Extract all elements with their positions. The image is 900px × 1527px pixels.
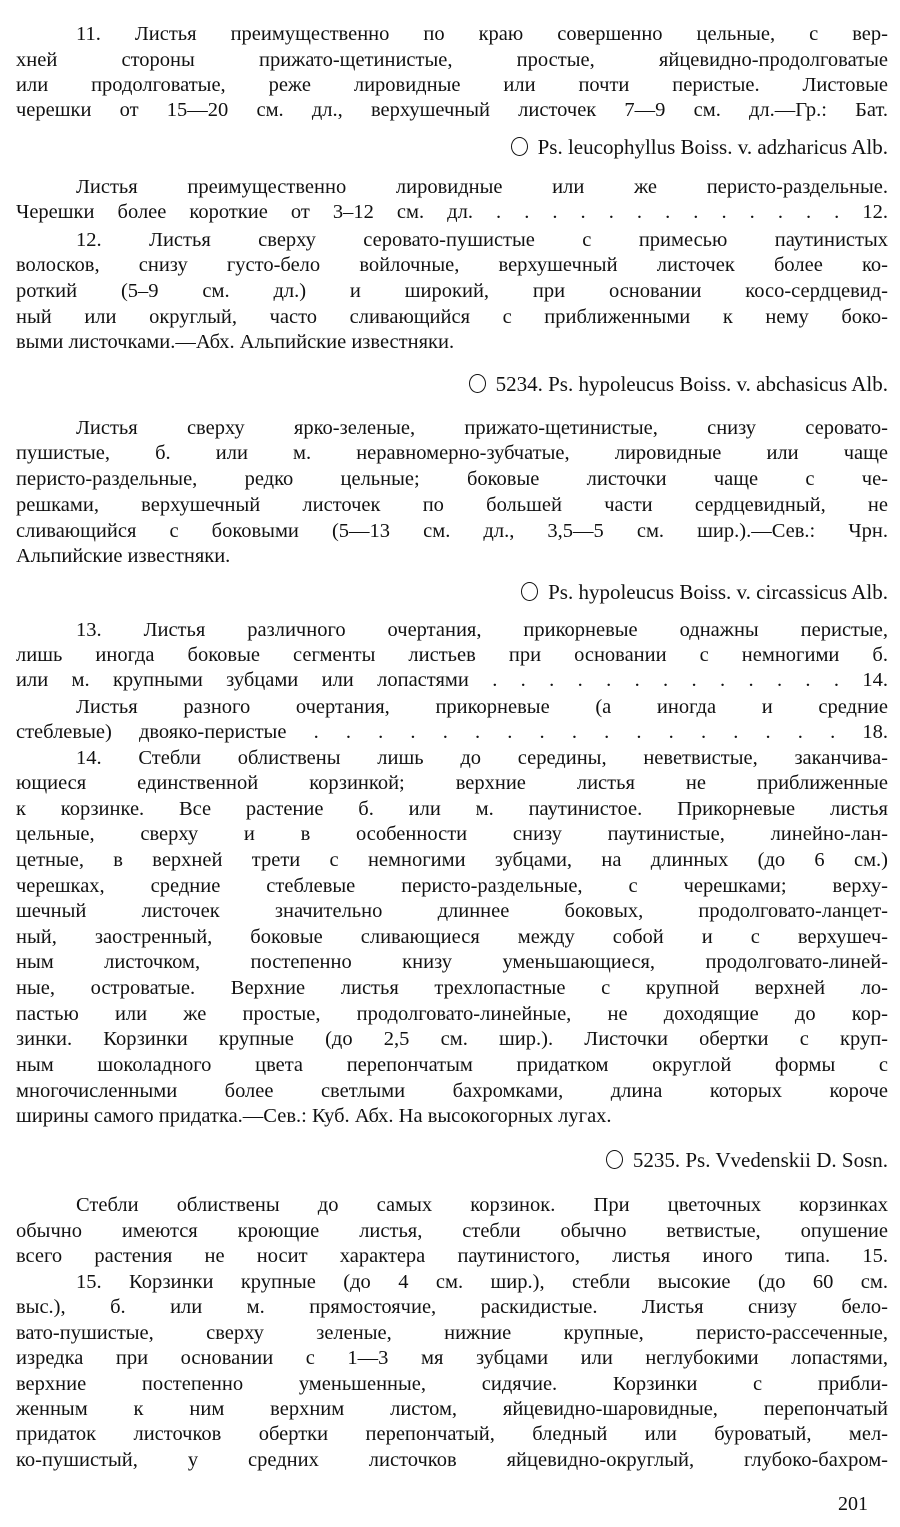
text-line: ный, заостренный, боковые сливающиеся между собой и с верхушеч- (16, 926, 888, 948)
text-line: шечный листочек значительно длиннее боковых, продолговато-ланцет- (16, 900, 888, 922)
text-line: 15. Корзинки крупные (до 4 см. шир.), стебли высокие (до 60 см. (76, 1271, 888, 1293)
text-line: Альпийские известняки. (16, 545, 231, 567)
text-line: сливающийся с боковыми (5—13 см. дл., 3,5—5 см. шир.).—Сев.: Чрн. (16, 520, 888, 542)
text-line: верхние постепенно уменьшенные, сидячие. Корзинки с прибли- (16, 1373, 888, 1395)
circle-mark-icon (511, 137, 528, 156)
species-heading (16, 580, 888, 604)
text-line: Листья сверху ярко-зеленые, прижато-щетинистые, снизу серовато- (76, 417, 888, 439)
text-line: Листья преимущественно лировидные или же перисто-раздельные. (76, 176, 888, 198)
text-line: ный или округлый, часто сливающийся с приближенными к нему боко- (16, 306, 888, 328)
text-line: 14. Стебли облиствены лишь до середины, неветвистые, заканчива- (76, 747, 888, 769)
text-line: ющиеся единственной корзинкой; верхние листья не приближенные (16, 772, 888, 794)
text-line: пушистые, б. или м. неравномерно-зубчатые, лировидные или чаще (16, 442, 888, 464)
text-line: ные, островатые. Верхние листья трехлопастные с крупной верхней ло- (16, 977, 888, 999)
text-line: волосков, снизу густо-бело войлочные, верхушечный листочек более ко- (16, 254, 888, 276)
text-line: стеблевые) двояко-перистые . . . . . . . . . . . . . . . . . 18. (16, 721, 888, 743)
text-line: решками, верхушечный листочек по большей части сердцевидный, не (16, 494, 888, 516)
species-name: Ps. leucophyllus Boiss. v. adzharicus Alb. (537, 135, 888, 159)
text-line: выми листочками.—Абх. Альпийские известняки. (16, 331, 455, 353)
text-line: цетные, в верхней трети с немногими зубцами, на длинных (до 6 см.) (16, 849, 888, 871)
text-line: или м. крупными зубцами или лопастями . . . . . . . . . . . . . 14. (16, 669, 888, 691)
circle-mark-icon (469, 374, 486, 393)
species-name: 5234. Ps. hypoleucus Boiss. v. abchasicus Alb. (495, 372, 888, 396)
text-line: пастью или же простые, продолговато-линейные, не доходящие до кор- (16, 1003, 888, 1025)
text-line: изредка при основании с 1—3 мя зубцами или неглубокими лопастями, (16, 1347, 888, 1369)
species-heading (16, 1148, 888, 1172)
species-heading (16, 372, 888, 396)
text-line: всего растения не носит характера паутинистого, листья иного типа. 15. (16, 1245, 888, 1267)
text-line: цельные, сверху и в особенности снизу паутинистые, линейно-лан- (16, 823, 888, 845)
text-line: к корзинке. Все растение б. или м. паутинистое. Прикорневые листья (16, 798, 888, 820)
text-line: ширины самого придатка.—Сев.: Куб. Абх. На высокогорных лугах. (16, 1105, 612, 1127)
text-line: перисто-раздельные, редко цельные; боковые листочки чаще с че- (16, 468, 888, 490)
text-line: ко-пушистый, у средних листочков яйцевидно-округлый, глубоко-бахром- (16, 1449, 888, 1471)
text-line: придаток листочков обертки перепончатый, бледный или буроватый, мел- (16, 1423, 888, 1445)
text-line: 13. Листья различного очертания, прикорневые однажны перистые, (76, 619, 888, 641)
text-line: обычно имеются кроющие листья, стебли обычно ветвистые, опушение (16, 1220, 888, 1242)
text-line: хней стороны прижато-щетинистые, простые, яйцевидно-продолговатые (16, 49, 888, 71)
text-line: вато-пушистые, сверху зеленые, нижние крупные, перисто-рассеченные, (16, 1322, 888, 1344)
page-number: 201 (838, 1493, 868, 1515)
text-line: многочисленными более светлыми бахромками, длина которых короче (16, 1080, 888, 1102)
circle-mark-icon (606, 1150, 623, 1169)
text-line: ным шоколадного цвета перепончатым придатком округлой формы с (16, 1054, 888, 1076)
species-name: Ps. hypoleucus Boiss. v. circassicus Alb. (548, 580, 888, 604)
text-line: Черешки более короткие от 3–12 см. дл. . . . . . . . . . . . . . 12. (16, 201, 888, 223)
species-name: 5235. Ps. Vvedenskii D. Sosn. (632, 1148, 888, 1172)
text-line: ным листочком, постепенно книзу уменьшающиеся, продолговато-линей- (16, 951, 888, 973)
text-line: выс.), б. или м. прямостоячие, раскидистые. Листья снизу бело- (16, 1296, 888, 1318)
species-heading (16, 135, 888, 159)
text-line: черешках, средние стеблевые перисто-раздельные, с черешками; верху- (16, 875, 888, 897)
text-line: Стебли облиствены до самых корзинок. При цветочных корзинках (76, 1194, 888, 1216)
text-line: 12. Листья сверху серовато-пушистые с примесью паутинистых (76, 229, 888, 251)
text-line: или продолговатые, реже лировидные или почти перистые. Листовые (16, 74, 888, 96)
text-line: роткий (5–9 см. дл.) и широкий, при основании косо-сердцевид- (16, 280, 888, 302)
text-line: женным к ним верхним листом, яйцевидно-шаровидные, перепончатый (16, 1398, 888, 1420)
text-line: черешки от 15—20 см. дл., верхушечный листочек 7—9 см. дл.—Гр.: Бат. (16, 99, 888, 121)
text-line: лишь иногда боковые сегменты листьев при основании с немногими б. (16, 644, 888, 666)
text-line: 11. Листья преимущественно по краю совершенно цельные, с вер- (76, 23, 888, 45)
text-line: зинки. Корзинки крупные (до 2,5 см. шир.). Листочки обертки с круп- (16, 1028, 888, 1050)
circle-mark-icon (521, 582, 538, 601)
text-line: Листья разного очертания, прикорневые (а иногда и средние (76, 696, 888, 718)
